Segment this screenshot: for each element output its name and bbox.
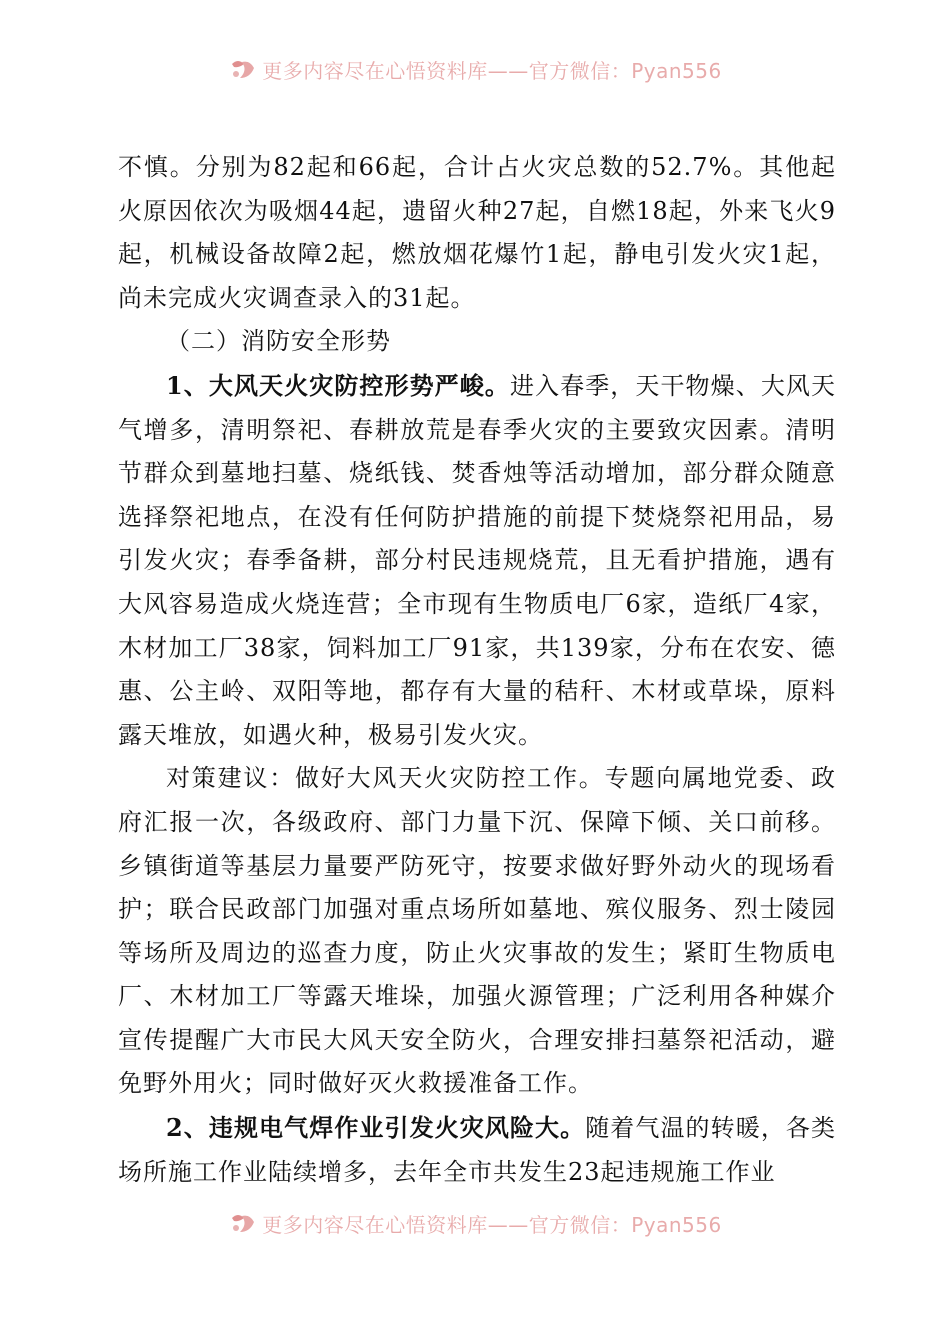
item-1-heading: 1、大风天火灾防控形势严峻。: [166, 370, 510, 400]
watermark-text: 更多内容尽在心悟资料库——官方微信：Pyan556: [262, 58, 722, 83]
stylized-logo-icon: [228, 1210, 258, 1236]
document-body: [118, 146, 836, 1194]
watermark-bottom: [0, 1206, 950, 1240]
item-1-text: 进入春季，天干物燥、大风天气增多，清明祭祀、春耕放荒是春季火灾的主要致灾因素。清明节群众到墓地扫墓、烧纸钱、焚香烛等活动增加，部分群众随意选择祭祀地点，在没有任何防护措施的前提下焚烧祭祀用品，易引发火灾；春季备耕，部分村民违规烧荒，且无看护措施，遇有大风容易造成火烧连营；全市现有生物质电厂6家，造纸厂4家，木材加工厂38家，饲料加工厂91家，共139家，分布在农安、德惠、公主岭、双阳等地，都存有大量的秸秆、木材或草垛，原料露天堆放，如遇火种，极易引发火灾。: [118, 371, 836, 749]
section-heading: （二）消防安全形势: [166, 327, 391, 356]
paragraph-fire-causes: 不慎。分别为82起和66起，合计占火灾总数的52.7%。其他起火原因依次为吸烟44起，遗留火种27起，自燃18起，外来飞火9起，机械设备故障2起，燃放烟花爆竹1起，静电引发火灾1起，尚未完成火灾调查录入的31起。: [118, 153, 836, 312]
watermark-top: [0, 52, 950, 86]
paragraph-item-1: [118, 364, 836, 757]
item-2-text: 随着气温的转暖，各类场所施工作业陆续增多，去年全市共发生23起违规施工作业: [118, 1114, 836, 1186]
paragraph-item-2: [118, 1106, 836, 1194]
item-2-heading: 2、违规电气焊作业引发火灾风险大。: [166, 1113, 586, 1143]
paragraph-countermeasure: 对策建议：做好大风天火灾防控工作。专题向属地党委、政府汇报一次，各级政府、部门力量下沉、保障下倾、关口前移。乡镇街道等基层力量要严防死守，按要求做好野外动火的现场看护；联合民政部门加强对重点场所如墓地、殡仪服务、烈士陵园等场所及周边的巡查力度，防止火灾事故的发生；紧盯生物质电厂、木材加工厂等露天堆垛，加强火源管理；广泛利用各种媒介宣传提醒广大市民大风天安全防火，合理安排扫墓祭祀活动，避免野外用火；同时做好灭火救援准备工作。: [118, 764, 836, 1098]
watermark-text: 更多内容尽在心悟资料库——官方微信：Pyan556: [262, 1212, 722, 1237]
stylized-logo-icon: [228, 56, 258, 82]
